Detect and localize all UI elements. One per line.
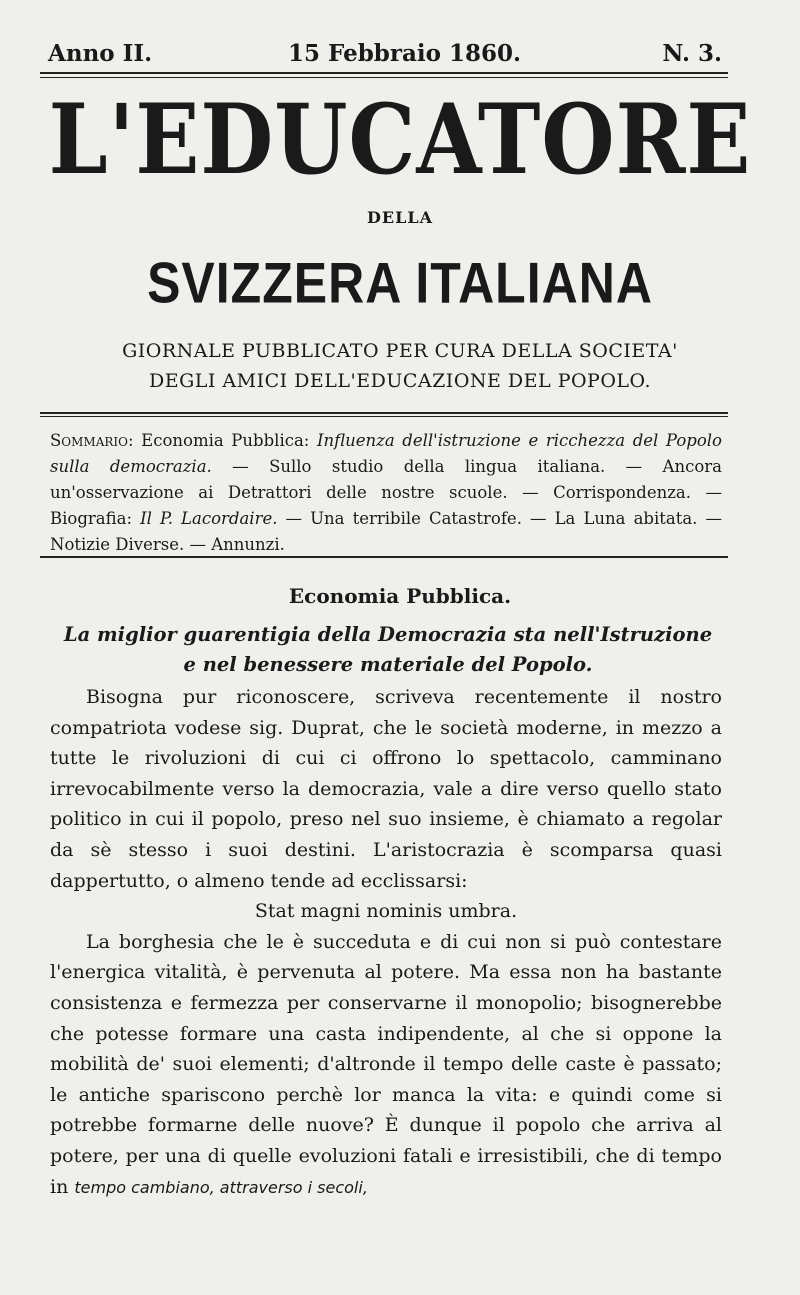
- summary-lead: Sommario:: [50, 431, 134, 450]
- summary-text-2: — Sullo studio della lingua italiana. — Ancora un'osservazione ai Detrattori delle nostre scuole. — Corrispondenza. — Biografia:: [50, 457, 722, 528]
- masthead-rule: [40, 412, 728, 414]
- newspaper-title-region: SVIZZERA ITALIANA: [147, 250, 653, 315]
- masthead-rule-thin: [40, 416, 728, 417]
- issue-number: N. 3.: [662, 40, 722, 67]
- latin-quote: Stat magni nominis umbra.: [254, 900, 518, 923]
- handwritten-annotation: tempo cambiano, attraverso i secoli,: [74, 1177, 368, 1197]
- summary-text-1: Economia Pubblica:: [133, 431, 317, 450]
- summary-block: [50, 428, 722, 558]
- summary-italic-1: Influenza dell'istruzione e ricchezza del Popolo sulla democrazia.: [50, 431, 722, 476]
- newspaper-title-della: DELLA: [367, 208, 433, 227]
- article-body: [50, 682, 722, 1203]
- header-rule: [40, 72, 728, 74]
- article-title: La miglior guarentigia della Democrazia sta nell'Istruzione e nel benessere materiale del Popolo.: [63, 623, 713, 676]
- header-rule-thin: [40, 77, 728, 78]
- newspaper-title: L'EDUCATORE: [48, 82, 752, 196]
- masthead-subtitle-1: GIORNALE PUBBLICATO PER CURA DELLA SOCIETA': [122, 340, 678, 362]
- section-heading: Economia Pubblica.: [288, 584, 512, 608]
- article-paragraph-2-text: La borghesia che le è succeduta e di cui non si può contestare l'energica vitalità, è pervenuta al potere. Ma essa non ha bastante consistenza e fermezza per conservarne il monopolio; bisognerebbe che potesse formare una casta indipendente, al che si oppone la mobilità de' suoi elementi; d'altronde il tempo delle caste è passato; le antiche spariscono perchè lor manca la vita: e quindi come si potrebbe formarne delle nuove? È dunque il popolo che arriva al potere, per una di quelle evoluzioni fatali e irresistibili, che di tempo in: [50, 930, 722, 1198]
- summary-rule: [40, 556, 728, 558]
- article-paragraph-1: Bisogna pur riconoscere, scriveva recentemente il nostro compatriota vodese sig. Duprat, che le società moderne, in mezzo a tutte le rivoluzioni di cui ci offrono lo spettacolo, camminano irrevocabilmente verso la democrazia, vale a dire verso quello stato politico in cui il popolo, preso nel suo insieme, è chiamato a regolar da sè stesso i suoi destini. L'aristocrazia è scomparsa quasi dappertutto, o almeno tende ad ecclissarsi:: [50, 686, 722, 892]
- article-paragraph-2: [50, 927, 722, 1203]
- issue-date: 15 Febbraio 1860.: [288, 40, 522, 67]
- summary-italic-2: Il P. Lacordaire.: [140, 509, 278, 528]
- summary-text-3: — Una terribile Catastrofe. — La Luna abitata. — Notizie Diverse. — Annunzi.: [50, 509, 722, 554]
- masthead-subtitle-2: DEGLI AMICI DELL'EDUCAZIONE DEL POPOLO.: [148, 370, 652, 392]
- issue-year: Anno II.: [48, 40, 153, 67]
- masthead-header-line: [48, 40, 722, 74]
